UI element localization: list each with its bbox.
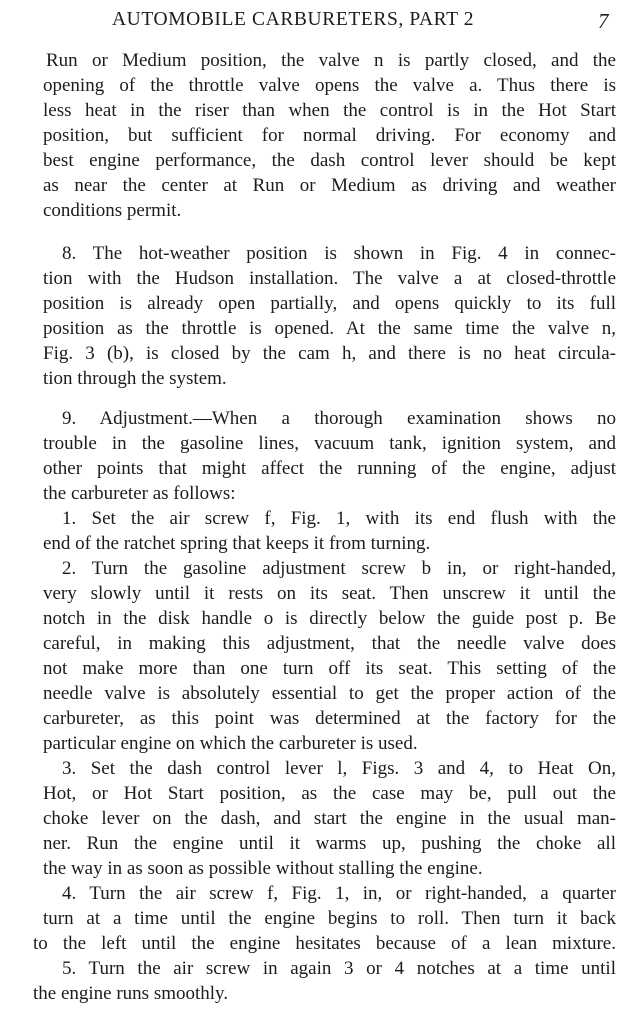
text-line: best engine performance, the dash control lever should be kept (43, 150, 616, 171)
text-line: notch in the disk handle o is directly below the guide post p. Be (43, 608, 616, 629)
text-line: conditions permit. (43, 200, 182, 221)
text-line: 2. Turn the gasoline adjustment screw b in, or right-handed, (62, 558, 616, 579)
text-line: position as the throttle is opened. At the same time the valve n, (43, 318, 616, 339)
text-line: the engine runs smoothly. (33, 983, 229, 1004)
text-line: less heat in the riser than when the control is in the Hot Start (43, 100, 616, 121)
running-head: AUTOMOBILE CARBURETERS, PART 2 (112, 9, 475, 30)
text-line: careful, in making this adjustment, that the needle valve does (43, 633, 616, 654)
text-line: the way in as soon as possible without stalling the engine. (43, 858, 483, 879)
text-line: end of the ratchet spring that keeps it from turning. (43, 533, 431, 554)
text-line: needle valve is absolutely essential to get the proper action of the (43, 683, 616, 704)
page-number: 7 (598, 9, 609, 33)
text-line: Run or Medium position, the valve n is partly closed, and the (46, 50, 616, 71)
text-line: Fig. 3 (b), is closed by the cam h, and there is no heat circula- (43, 343, 616, 364)
text-line: 9. Adjustment.—When a thorough examination shows no (62, 408, 616, 429)
text-line: 3. Set the dash control lever l, Figs. 3 and 4, to Heat On, (62, 758, 616, 779)
text-line: trouble in the gasoline lines, vacuum tank, ignition system, and (43, 433, 616, 454)
text-line: other points that might affect the running of the engine, adjust (43, 458, 616, 479)
text-line: particular engine on which the carbureter is used. (43, 733, 418, 754)
text-line: choke lever on the dash, and start the engine in the usual man- (43, 808, 616, 829)
text-line: position, but sufficient for normal driving. For economy and (43, 125, 616, 146)
text-line: the carbureter as follows: (43, 483, 236, 504)
text-line: very slowly until it rests on its seat. Then unscrew it until the (43, 583, 616, 604)
text-line: ner. Run the engine until it warms up, pushing the choke all (43, 833, 616, 854)
text-line: tion through the system. (43, 368, 227, 389)
text-line: 4. Turn the air screw f, Fig. 1, in, or right-handed, a quarter (62, 883, 616, 904)
text-line: 8. The hot-weather position is shown in Fig. 4 in connec- (62, 243, 616, 264)
text-line: 1. Set the air screw f, Fig. 1, with its end flush with the (62, 508, 616, 529)
text-line: opening of the throttle valve opens the valve a. Thus there is (43, 75, 616, 96)
text-line: 5. Turn the air screw in again 3 or 4 notches at a time until (62, 958, 616, 979)
text-line: as near the center at Run or Medium as driving and weather (43, 175, 616, 196)
text-line: not make more than one turn off its seat. This setting of the (43, 658, 616, 679)
text-line: carbureter, as this point was determined at the factory for the (43, 708, 616, 729)
page-header (0, 7, 634, 35)
text-line: to the left until the engine hesitates because of a lean mixture. (33, 933, 616, 954)
text-line: tion with the Hudson installation. The valve a at closed-throttle (43, 268, 616, 289)
text-line: position is already open partially, and opens quickly to its full (43, 293, 616, 314)
text-line: Hot, or Hot Start position, as the case may be, pull out the (43, 783, 616, 804)
text-line: turn at a time until the engine begins to roll. Then turn it back (43, 908, 616, 929)
